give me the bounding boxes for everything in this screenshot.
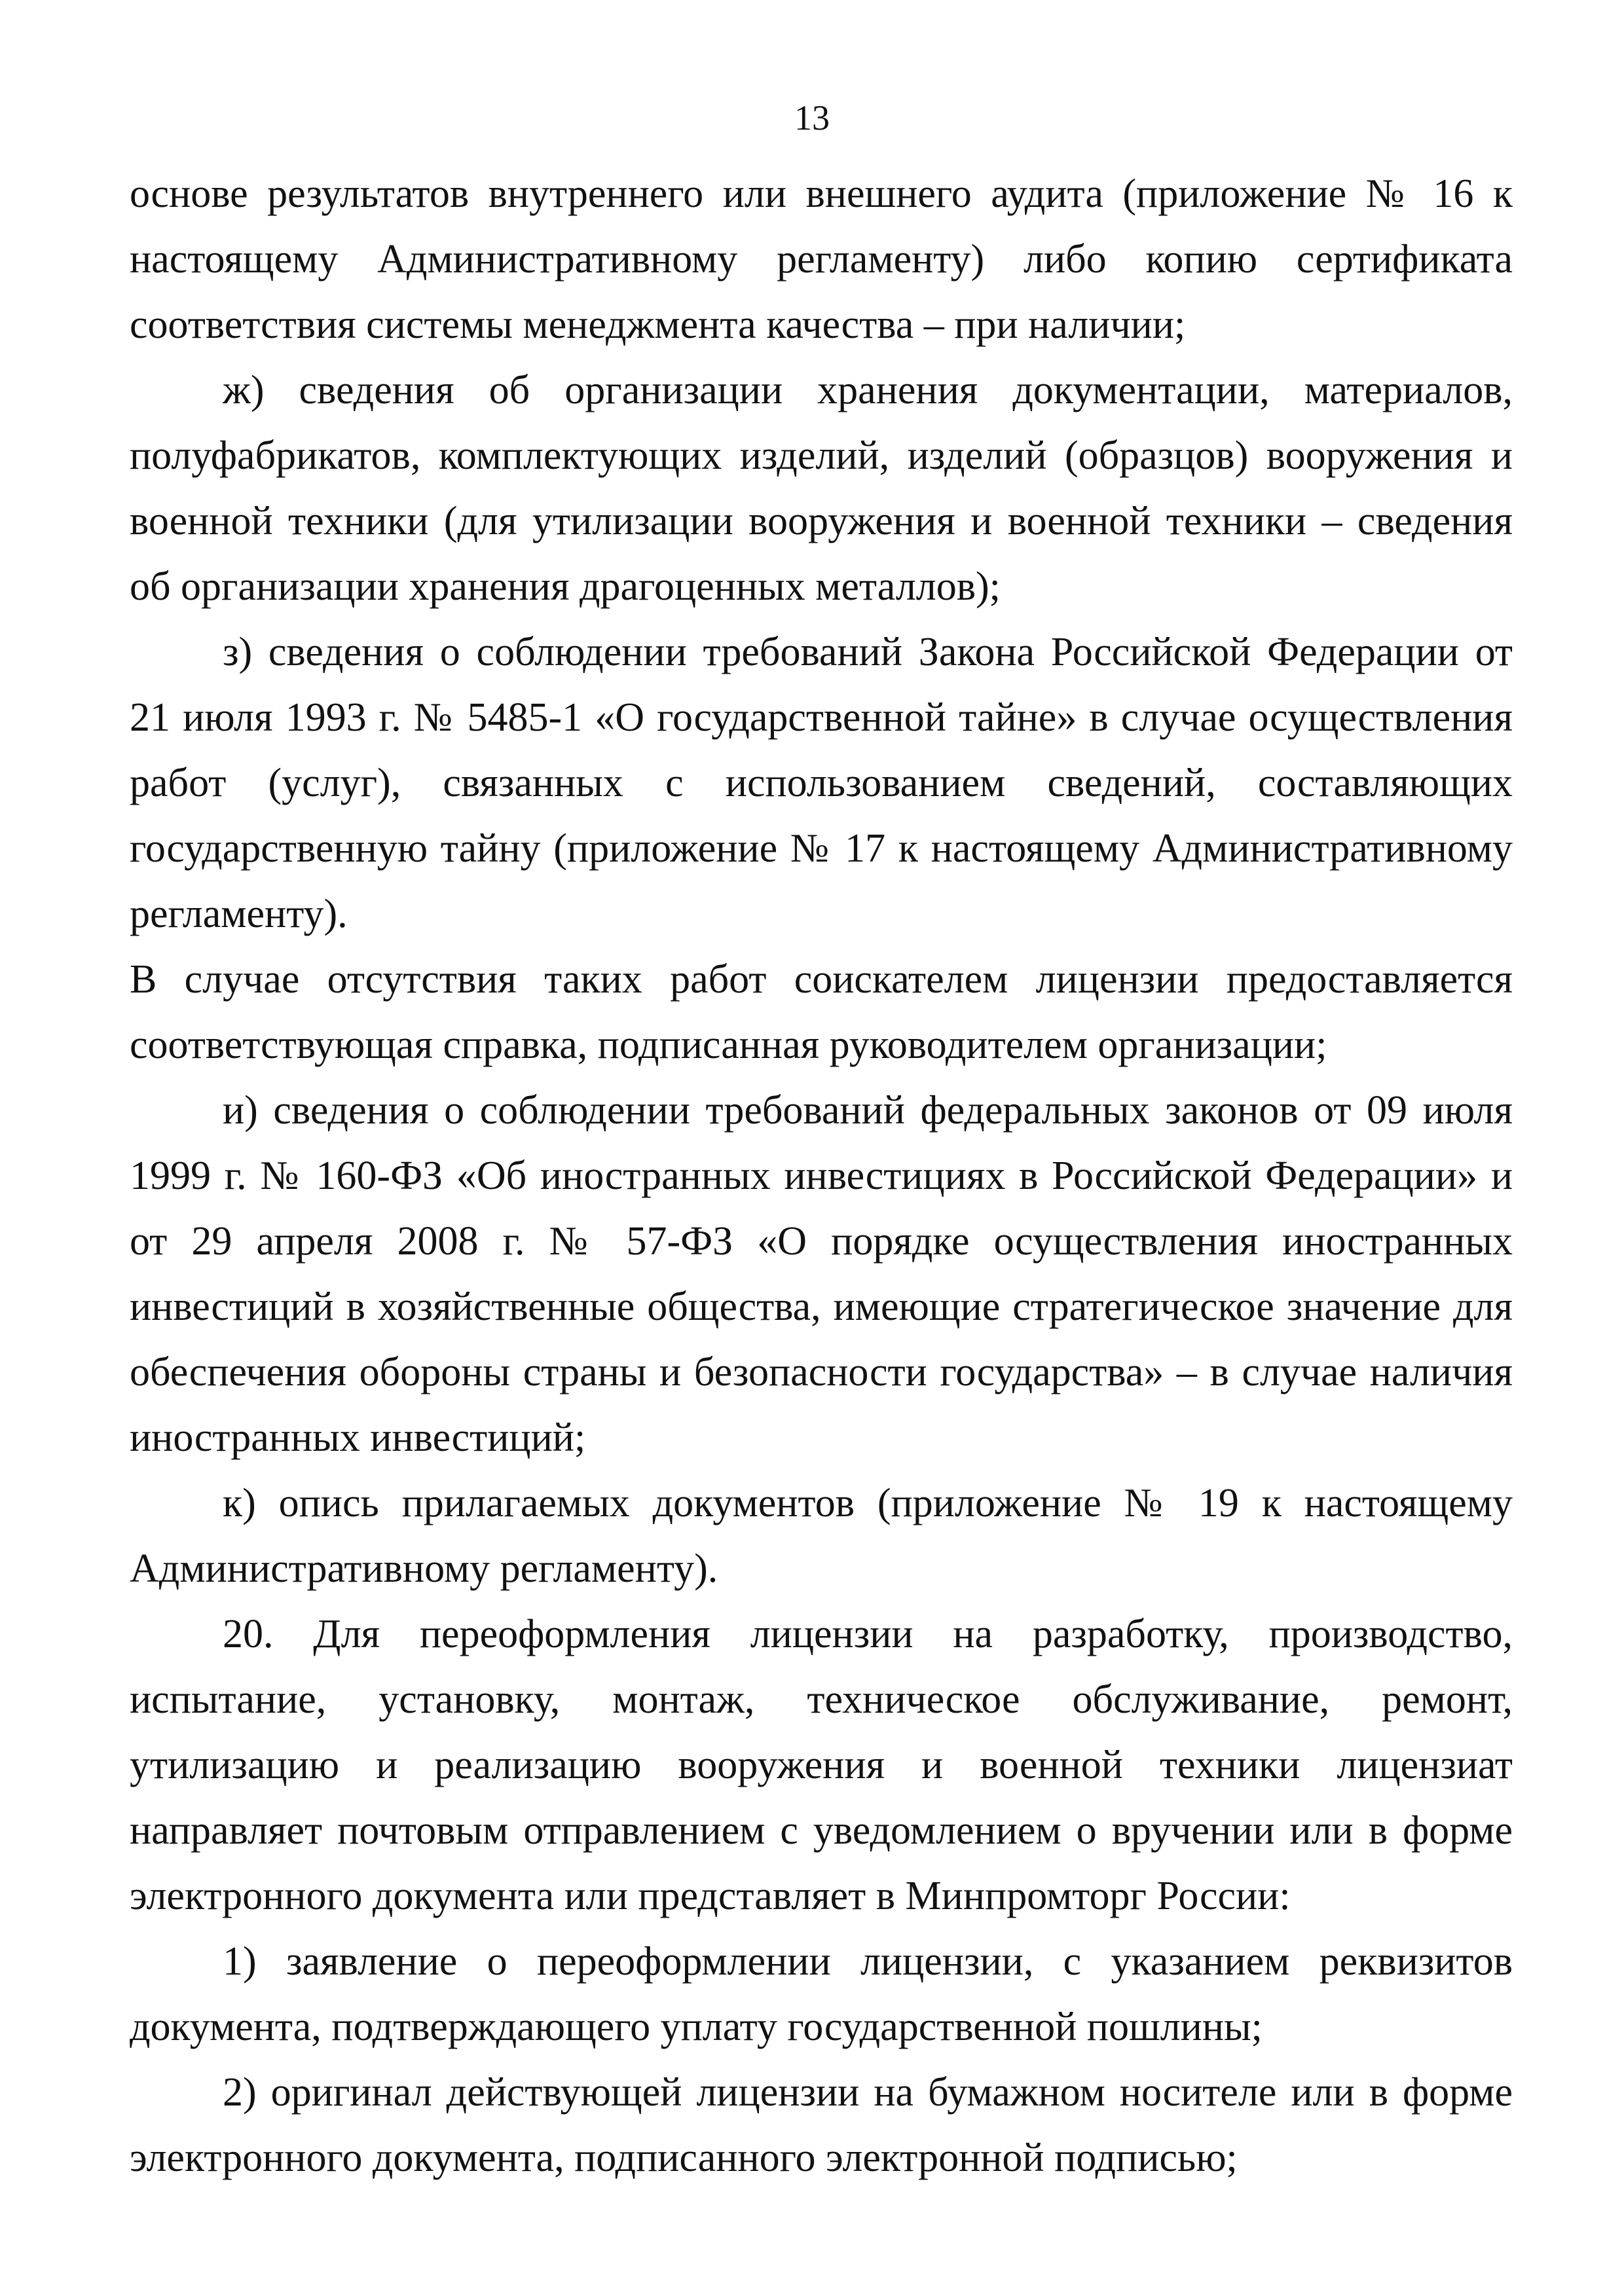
document-body	[130, 161, 1513, 2191]
paragraph-subitem-1: 1) заявление о переоформлении лицензии, с указанием реквизитов документа, подтверждающего уплату государственной пошлины;	[130, 1939, 1513, 2049]
paragraph-item-i: и) сведения о соблюдении требований федеральных законов от 09 июля 1999 г. № 160-ФЗ «Об иностранных инвестициях в Российской Федерации» и от 29 апреля 2008 г. № 57-ФЗ «О порядке осуществления иностранных инвестиций в хозяйственные общества, имеющие стратегическое значение для обеспечения обороны страны и безопасности государства» – в случае наличия иностранных инвестиций;	[130, 1088, 1513, 1460]
paragraph-note: В случае отсутствия таких работ соискателем лицензии предоставляется соответствующая справка, подписанная руководителем организации;	[130, 957, 1513, 1067]
paragraph-clause-20: 20. Для переоформления лицензии на разработку, производство, испытание, установку, монтаж, техническое обслуживание, ремонт, утилизацию и реализацию вооружения и военной техники лицензиат направляет почтовым отправлением с уведомлением о вручении или в форме электронного документа или представляет в Минпромторг России:	[130, 1612, 1513, 1918]
paragraph-item-k: к) опись прилагаемых документов (приложение № 19 к настоящему Административному регламенту).	[130, 1481, 1513, 1591]
paragraph-continuation: основе результатов внутреннего или внешнего аудита (приложение № 16 к настоящему Административному регламенту) либо копию сертификата соответствия системы менеджмента качества – при наличии;	[130, 172, 1513, 347]
paragraph-item-z: з) сведения о соблюдении требований Закона Российской Федерации от 21 июля 1993 г. № 5485-1 «О государственной тайне» в случае осуществления работ (услуг), связанных с использованием сведений, составляющих государственную тайну (приложение № 17 к настоящему Административному регламенту).	[130, 630, 1513, 936]
page-number: 13	[794, 98, 830, 137]
paragraph-subitem-2: 2) оригинал действующей лицензии на бумажном носителе или в форме электронного документа, подписанного электронной подписью;	[130, 2070, 1513, 2180]
paragraph-item-zh: ж) сведения об организации хранения документации, материалов, полуфабрикатов, комплектующих изделий, изделий (образцов) вооружения и военной техники (для утилизации вооружения и военной техники – сведения об организации хранения драгоценных металлов);	[130, 368, 1513, 609]
